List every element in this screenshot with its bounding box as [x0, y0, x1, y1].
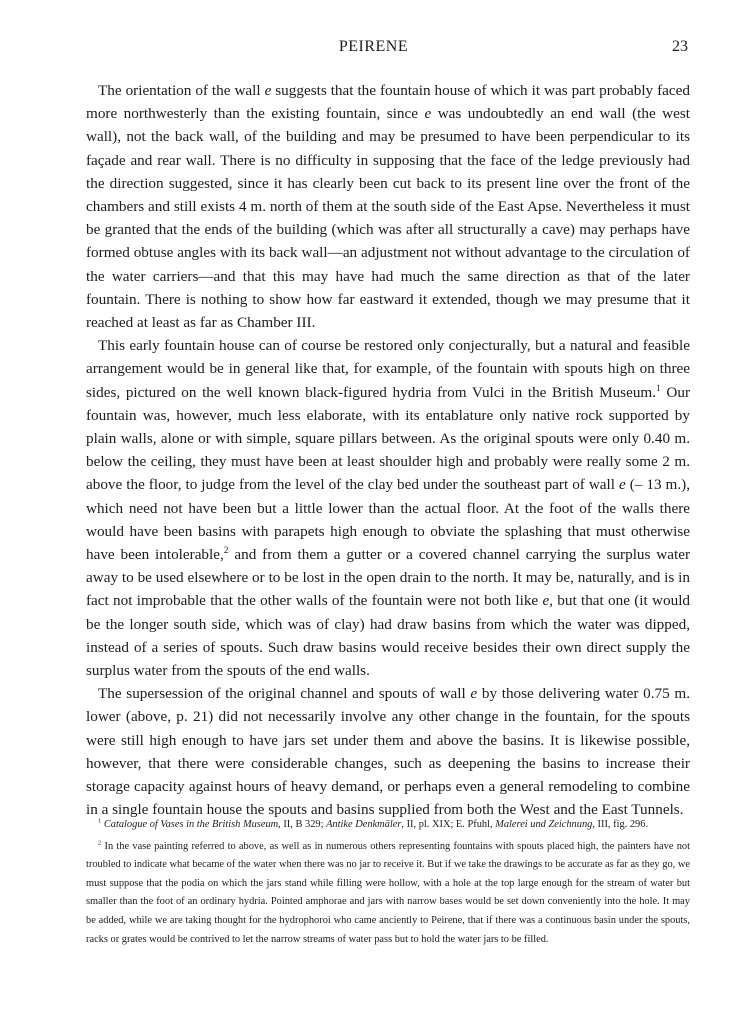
wall-e-label: e	[264, 82, 272, 99]
paragraph-2	[86, 334, 690, 682]
citation-title: Antike Denkmäler	[326, 819, 402, 830]
text-run: The orientation of the wall	[98, 82, 265, 99]
citation-title: Catalogue of Vases in the British Museum	[103, 819, 279, 830]
citation-title: Malerei und Zeichnung	[495, 819, 593, 830]
wall-e-label: e	[618, 476, 626, 494]
citation-ref: , II, B 329;	[278, 819, 327, 830]
text-run: The supersession of the original channel and spouts of wall	[98, 685, 471, 703]
wall-e-label: e	[470, 685, 478, 703]
citation-ref: , II, pl. XIX; E. Pfuhl,	[401, 819, 496, 830]
citation-ref: , III, fig. 296.	[592, 819, 649, 830]
text-run: , but that one (it would be the longer south side, which was of clay) had draw basins from which the water was dipped, instead of a series of spouts. Such draw basins would receive besides their own direct supply the surplus water from the spouts of the end walls.	[86, 592, 691, 680]
wall-e-label: e	[424, 105, 432, 123]
main-text	[86, 79, 690, 822]
text-run: and from them a gutter or a covered channel carrying the surplus water away to be used elsewhere or to be lost in the open drain to the north. It may be, naturally, and is in fact not improbable that the other walls of the fountain were not both like	[86, 546, 691, 610]
footnote-number: 2	[98, 839, 102, 847]
wall-e-label: e	[542, 592, 550, 610]
footnote-1	[86, 816, 690, 835]
footnote-ref-1[interactable]: 1	[656, 383, 661, 394]
paragraph-3	[86, 682, 690, 821]
text-run: was undoubtedly an end wall (the west wall), not the back wall, of the building and may be presumed to have been perpendicular to its façade and rear wall. There is no difficulty in supposing that the face of the ledge previously had the direction suggested, since it has clearly been cut back to its present line over the front of the chambers and still exists 4 m. north of them at the south side of the East Apse. Nevertheless it must be granted that the ends of the building (which was after all structurally a cave) may perhaps have formed obtuse angles with its back wall—an adjustment not without advantage to the circulation of the water carriers—and that this may have had much the same direction as that of the later fountain. There is nothing to show how far eastward it extended, though we may presume that it reached at least as far as Chamber III.	[86, 105, 690, 332]
footnote-2	[86, 838, 690, 950]
text-run: Our fountain was, however, much less elaborate, with its entablature only native rock supported by plain walls, alone or with simple, square pillars between. As the original spouts were only 0.40 m. below the ceiling, they must have been at least shoulder high and probably were really some 2 m. above the floor, to judge from the level of the clay bed under the southeast part of wall	[86, 383, 691, 494]
text-run: (– 13 m.), which need not have been but a little lower than the actual floor. At the foot of the walls there would have been basins with parapets high enough to obviate the splashing that must otherwise have been intolerable,	[86, 476, 691, 564]
text-run: by those delivering water 0.75 m. lower (above, p. 21) did not necessarily involve any other change in the fountain, for the spouts were still high enough to have jars set under them and above the basins. It is likewise possible, however, that there were considerable changes, such as deepening the basins to increase their storage capacity against hours of heavy demand, or perhaps even a general remodeling to combine in a single fountain house the spouts and basins supplied from both the West and the East Tunnels.	[86, 685, 690, 819]
footnote-number: 1	[98, 817, 102, 825]
page-number: 23	[672, 38, 688, 55]
paragraph-1	[86, 79, 690, 334]
footnotes	[86, 816, 690, 949]
text-run: suggests that the fountain house of which it was part probably faced more northwesterly than the existing fountain, since	[86, 82, 690, 123]
running-title: PEIRENE	[338, 38, 409, 55]
footnote-ref-2[interactable]: 2	[223, 546, 229, 556]
footnote-text: In the vase painting referred to above, as well as in numerous others representing fountains with spouts placed high, the painters have not troubled to indicate what became of the water when there was no jar to receive it. But if we take the drawings to be accurate as far as they go, we must suppose that the podia on which the jars stand while filling were hollow, with a hole at the top large enough for the stream of water but smaller than the foot of an ordinary hydria. Pointed amphorae and jars with narrow bases would be set down conveniently into the hole. It may be added, while we are taking thought for the hydrophoroi who came anciently to Peirene, that if there was a continuous basin under the spouts, racks or grates would be contrived to let the narrow streams of water pass but to hold the water jars to be filled.	[86, 840, 691, 945]
text-run: This early fountain house can of course be restored only conjecturally, but a natural and feasible arrangement would be in general like that, for example, of the fountain with spouts high on three sides, pictured on the well known black-figured hydria from Vulci in the British Museum.	[86, 337, 690, 401]
page-header	[0, 38, 747, 62]
